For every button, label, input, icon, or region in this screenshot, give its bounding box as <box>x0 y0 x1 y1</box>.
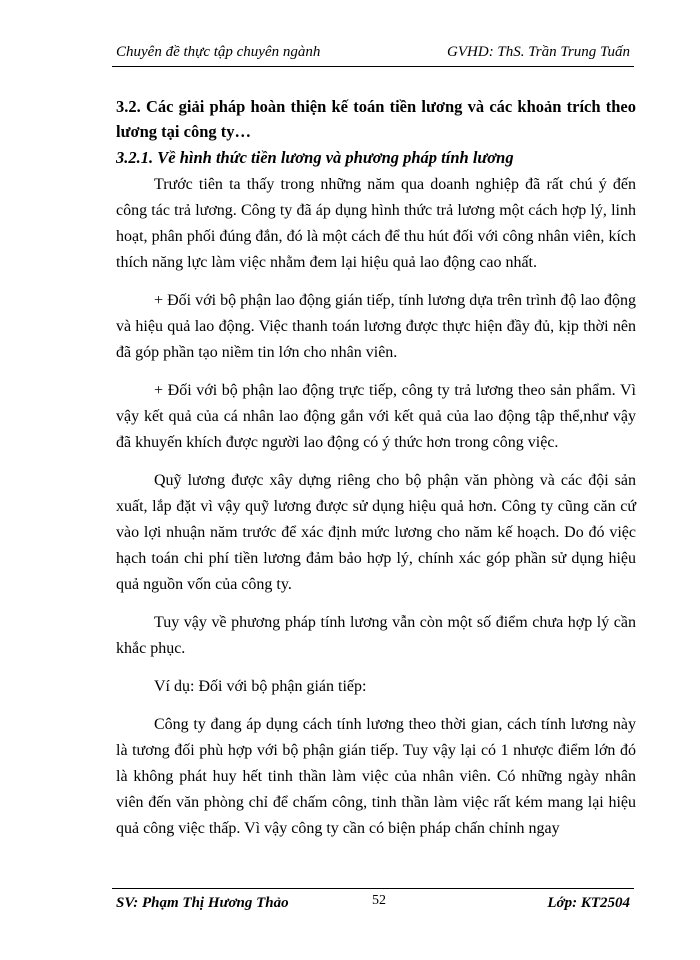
footer-divider <box>112 888 634 889</box>
section-title: 3.2. Các giải pháp hoàn thiện kế toán tiền lương và các khoản trích theo lương tại công ty… <box>116 97 636 141</box>
header-advisor: GVHD: ThS. Trần Trung Tuấn <box>447 44 630 60</box>
paragraph: Tuy vậy về phương pháp tính lương vẫn còn một số điểm chưa hợp lý cần khắc phục. <box>116 614 636 657</box>
paragraph: Trước tiên ta thấy trong những năm qua doanh nghiệp đã rất chú ý đến công tác trả lương. Công ty đã áp dụng hình thức trả lương một cách hợp lý, linh hoạt, phân phối đúng đắn, đó là một cách để thu hút đối với công nhân viên, kích thích năng lực làm việc nhằm đem lại hiệu quả lao động cao nhất. <box>116 176 636 271</box>
paragraph: Ví dụ: Đối với bộ phận gián tiếp: <box>154 678 367 695</box>
page-number: 52 <box>372 893 386 908</box>
footer-class: Lớp: KT2504 <box>547 895 630 911</box>
paragraph: + Đối với bộ phận lao động trực tiếp, công ty trả lương theo sản phẩm. Vì vậy kết quả của cá nhân lao động gắn với kết quả của lao động tập thể,như vậy đã khuyến khích được người lao động có ý thức hơn trong công việc. <box>116 382 636 451</box>
paragraph: Quỹ lương được xây dựng riêng cho bộ phận văn phòng và các đội sản xuất, lắp đặt vì vậy quỹ lương được sử dụng hiệu quả hơn. Công ty cũng căn cứ vào lợi nhuận năm trước để xác định mức lương cho năm kế hoạch. Do đó việc hạch toán chi phí tiền lương đảm bảo hợp lý, chính xác góp phần sử dụng hiệu quả nguồn vốn của công ty. <box>116 472 636 593</box>
footer-student: SV: Phạm Thị Hương Thảo <box>116 895 289 911</box>
document-body <box>116 94 636 842</box>
paragraph: + Đối với bộ phận lao động gián tiếp, tính lương dựa trên trình độ lao động và hiệu quả lao động. Việc thanh toán lương được thực hiện đầy đủ, kịp thời nên đã góp phần tạo niềm tin lớn cho nhân viên. <box>116 292 636 361</box>
header-course-title: Chuyên đề thực tập chuyên ngành <box>116 44 321 60</box>
subsection-title: 3.2.1. Về hình thức tiền lương và phương pháp tính lương <box>116 148 514 167</box>
paragraph: Công ty đang áp dụng cách tính lương theo thời gian, cách tính lương này là tương đối phù hợp với bộ phận gián tiếp. Tuy vậy lại có 1 nhược điểm lớn đó là không phát huy hết tinh thần làm việc của nhân viên. Có những ngày nhân viên đến văn phòng chỉ để chấm công, tinh thần làm việc rất kém mang lại hiệu quả công việc thấp. Vì vậy công ty cần có biện pháp chấn chỉnh ngay <box>116 716 636 837</box>
header-divider <box>112 66 634 67</box>
